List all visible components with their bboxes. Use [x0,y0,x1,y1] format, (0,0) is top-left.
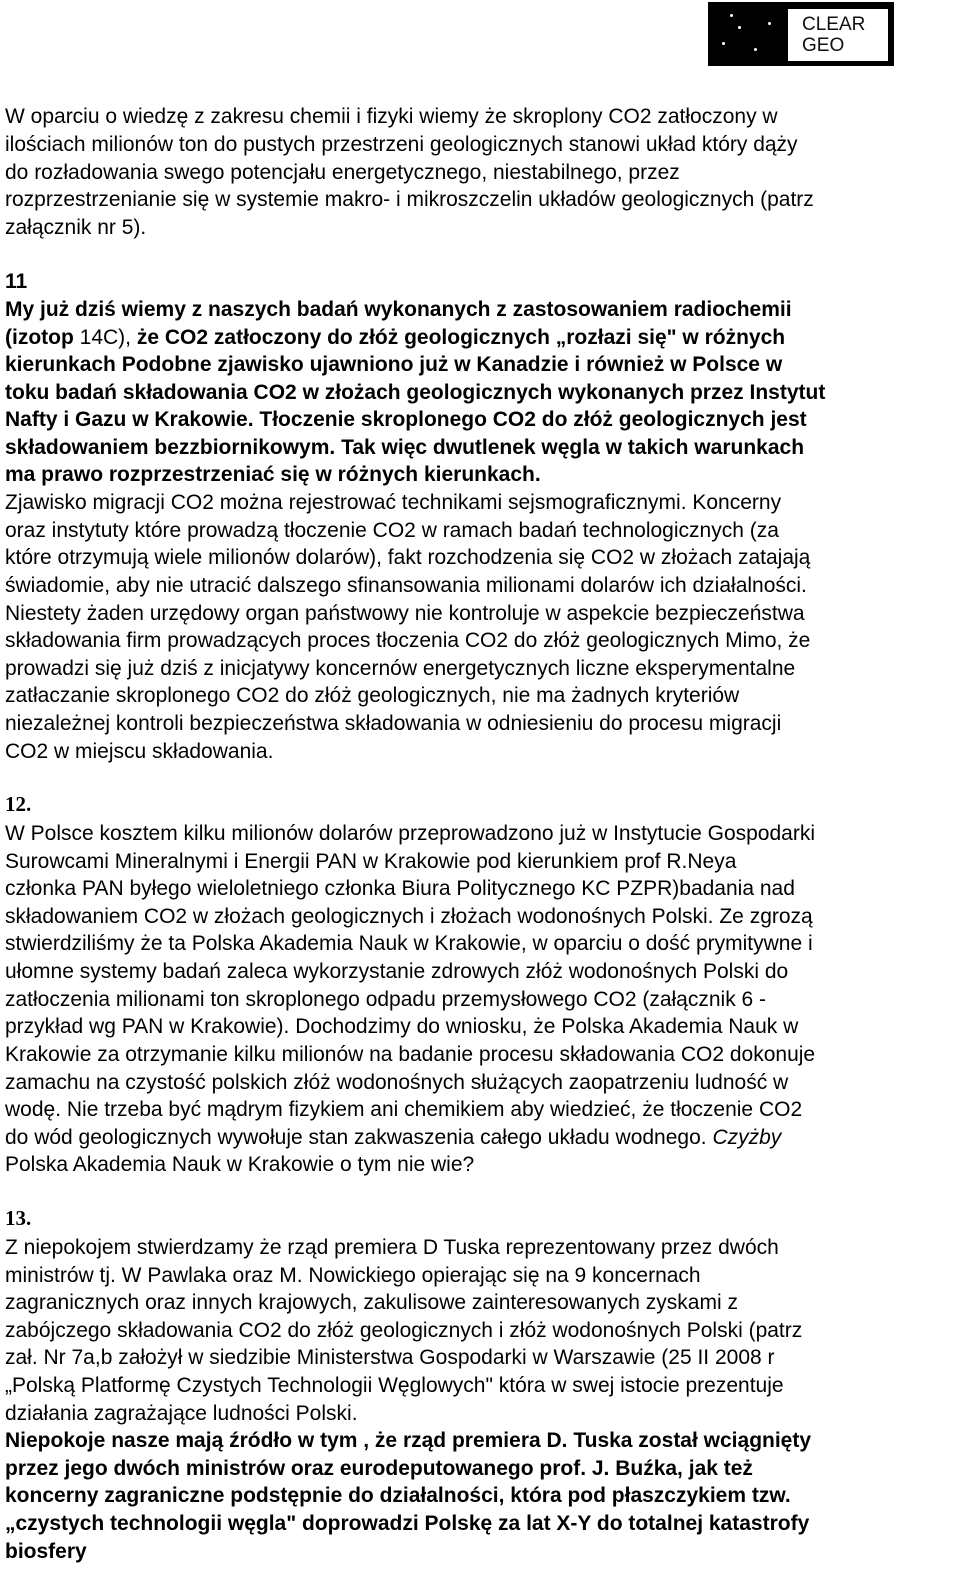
text-line: koncerny zagraniczne podstępnie do działalności, która pod płaszczykiem tzw. [5,1484,791,1507]
text-line: Zjawisko migracji CO2 można rejestrować technikami sejsmograficznymi. Koncerny [5,491,782,514]
text-line: składowaniem bezzbiornikowym. Tak więc dwutlenek węgla w takich warunkach [5,436,805,459]
text-line: W oparciu o wiedzę z zakresu chemii i fizyki wiemy że skroplony CO2 zatłoczony w [5,105,778,128]
text-line: świadomie, aby nie utracić dalszego sfinansowania milionami dolarów ich działalności. [5,574,807,597]
section-number-13: 13. [5,1206,32,1230]
text-line: biosfery [5,1540,87,1563]
text-line: rozprzestrzenianie się w systemie makro- i mikroszczelin układów geologicznych (patrz [5,188,814,211]
text-line: Z niepokojem stwierdzamy że rząd premiera D Tuska reprezentowany przez dwóch [5,1236,779,1259]
text-line: Polska Akademia Nauk w Krakowie o tym nie wie? [5,1153,475,1176]
section-number-12: 12. [5,792,32,816]
text-line: przez jego dwóch ministrów oraz eurodeputowanego prof. J. Buźka, jak też [5,1457,753,1480]
clear-geo-logo [708,2,894,66]
text-line: składowaniem CO2 w złożach geologicznych i złożach wodonośnych Polski. Ze zgrozą [5,905,813,928]
text-line: zabójczego składowania CO2 do złóż geologicznych i złóż wodonośnych Polski (patrz [5,1319,803,1342]
text-line: „Polską Platformę Czystych Technologii Węglowych" która w swej istocie prezentuje [5,1374,784,1397]
logo-line-1: CLEAR [802,14,866,35]
section-number-11: 11 [5,270,28,293]
text-line: które otrzymują wiele milionów dolarów), fakt rozchodzenia się CO2 w złożach zatajają [5,546,811,569]
text-line: wodę. Nie trzeba być mądrym fizykiem ani chemikiem aby wiedzieć, że tłoczenie CO2 [5,1098,803,1121]
text-line: „czystych technologii węgla" doprowadzi Polskę za lat X-Y do totalnej katastrofy [5,1512,810,1535]
text-line: kierunkach Podobne zjawisko ujawniono już w Kanadzie i również w Polsce w [5,353,783,376]
text-line: W Polsce kosztem kilku milionów dolarów przeprowadzono już w Instytucie Gospodarki [5,822,815,845]
text-line: niezależnej kontroli bezpieczeństwa składowania w odniesieniu do procesu migracji [5,712,782,735]
text-line: zatłaczanie skroplonego CO2 do złóż geologicznych, nie ma żadnych kryteriów [5,684,740,707]
text-line: zamachu na czystość polskich złóż wodonośnych służących zaopatrzeniu ludność w [5,1071,789,1094]
text-line-mixed: (izotop 14C), że CO2 zatłoczony do złóż geologicznych „rozłazi się" w różnych [5,326,786,349]
text-line-mixed: do wód geologicznych wywołuje stan zakwaszenia całego układu wodnego. Czyżby [5,1126,782,1149]
text-line: prowadzi się już dziś z inicjatywy koncernów energetycznych liczne eksperymentalne [5,657,796,680]
text-line: ma prawo rozprzestrzeniać się w różnych kierunkach. [5,463,541,486]
text-line: stwierdziliśmy że ta Polska Akademia Nauk w Krakowie, w oparciu o dość prymitywne i [5,932,813,955]
text-line: CO2 w miejscu składowania. [5,740,274,763]
text-line: do rozładowania swego potencjału energetycznego, niestabilnego, przez [5,161,680,184]
text-line: ułomne systemy badań zaleca wykorzystanie zdrowych złóż wodonośnych Polski do [5,960,789,983]
text-line: Niepokoje nasze mają źródło w tym , że rząd premiera D. Tuska został wciągnięty [5,1429,812,1452]
text-line: ilościach milionów ton do pustych przestrzeni geologicznych stanowi układ który dąży [5,133,798,156]
text-line: załącznik nr 5). [5,216,147,239]
text-line: ministrów tj. W Pawlaka oraz M. Nowickiego opierając się na 9 koncernach [5,1264,701,1287]
text-line: przykład wg PAN w Krakowie). Dochodzimy do wniosku, że Polska Akademia Nauk w [5,1015,799,1038]
text-line: My już dziś wiemy z naszych badań wykonanych z zastosowaniem radiochemii [5,298,792,321]
text-line: oraz instytuty które prowadzą tłoczenie CO2 w ramach badań technologicznych (za [5,519,779,542]
text-line: zagranicznych oraz innych krajowych, zakulisowe zainteresowanych zyskami z [5,1291,738,1314]
text-line: składowania firm prowadzących proces tłoczenia CO2 do złóż geologicznych Mimo, że [5,629,811,652]
text-line: Nafty i Gazu w Krakowie. Tłoczenie skroplonego CO2 do złóż geologicznych jest [5,408,807,431]
text-line: zał. Nr 7a,b założył w siedzibie Ministerstwa Gospodarki w Warszawie (25 II 2008 r [5,1346,775,1369]
text-line: zatłoczenia milionami ton skroplonego odpadu przemysłowego CO2 (załącznik 6 - [5,988,767,1011]
text-line: działania zagrażające ludności Polski. [5,1402,358,1425]
text-line: Surowcami Mineralnymi i Energii PAN w Krakowie pod kierunkiem prof R.Neya [5,850,737,873]
text-line: członka PAN byłego wieloletniego członka Biura Politycznego KC PZPR)badania nad [5,877,795,900]
text-line: Niestety żaden urzędowy organ państwowy nie kontroluje w aspekcie bezpieczeństwa [5,602,805,625]
text-line: toku badań składowania CO2 w złożach geologicznych wykonanych przez Instytut [5,381,826,404]
logo-line-2: GEO [802,35,845,56]
text-line: Krakowie za otrzymanie kilku milionów na badanie procesu składowania CO2 dokonuje [5,1043,816,1066]
